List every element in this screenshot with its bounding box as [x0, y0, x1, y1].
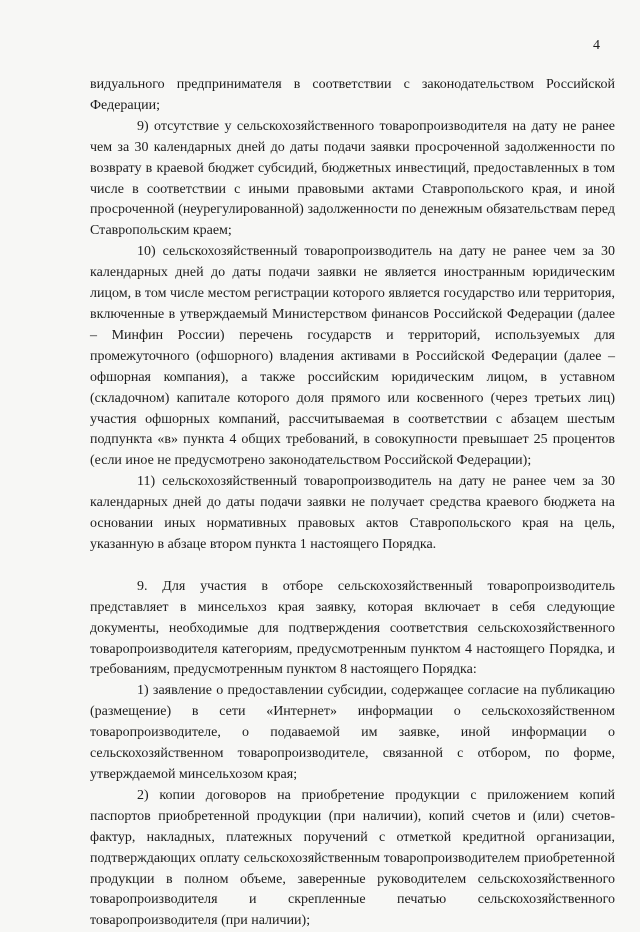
- page-number: 4: [593, 38, 600, 53]
- paragraph-subitem-2: 2) копии договоров на приобретение продукции с приложением копий паспортов приобретенной продукции (при наличии), копий счетов и (или) счетов-фактур, накладных, платежных поручений с отметкой кредитной организации, подтверждающих оплату сельскохозяйственным товаропроизводителем приобретенной продукции в полном объеме, заверенные руководителем сельскохозяйственного товаропроизводителя и скрепленные печатью сельскохозяйственного товаропроизводителя (при наличии);: [90, 787, 615, 929]
- paragraph-item-9: 9) отсутствие у сельскохозяйственного товаропроизводителя на дату не ранее чем за 30 календарных дней до даты подачи заявки просроченной задолженности по возврату в краевой бюджет субсидий, бюджетных инвестиций, предоставленных в том числе в соответствии с иными правовыми актами Ставропольского края, и иной просроченной (неурегулированной) задолженности по денежным обязательствам перед Ставропольским краем;: [90, 118, 615, 239]
- document-body: [90, 75, 615, 932]
- section-spacer: [90, 556, 615, 577]
- paragraph-item-10: 10) сельскохозяйственный товаропроизводитель на дату не ранее чем за 30 календарных дней до даты подачи заявки не является иностранным юридическим лицом, в том числе местом регистрации которого является государство или территория, включенные в утверждаемый Министерством финансов Российской Федерации (далее – Минфин России) перечень государств и территорий, используемых для промежуточного (офшорного) владения активами в Российской Федерации (далее – офшорная компания), а также российским юридическим лицом, в уставном (складочном) капитале которого доля прямого или косвенного (через третьих лиц) участия офшорных компаний, рассчитываемая в соответствии с абзацем шестым подпункта «в» пункта 4 общих требований, в совокупности превышает 25 процентов (если иное не предусмотрено законодательством Российской Федерации);: [90, 244, 615, 469]
- paragraph-item-11: 11) сельскохозяйственный товаропроизводитель на дату не ранее чем за 30 календарных дней до даты подачи заявки не получает средства краевого бюджета на основании иных нормативных правовых актов Ставропольского края на цель, указанную в абзаце втором пункта 1 настоящего Порядка.: [90, 474, 615, 552]
- paragraph-section-9: 9. Для участия в отборе сельскохозяйственный товаропроизводитель представляет в минсельхоз края заявку, которая включает в себя следующие документы, необходимые для подтверждения соответствия сельскохозяйственного товаропроизводителя категориям, предусмотренным пунктом 4 настоящего Порядка, и требованиям, предусмотренным пунктом 8 настоящего Порядка:: [90, 578, 615, 678]
- paragraph-continuation: видуального предпринимателя в соответствии с законодательством Российской Федерации;: [90, 77, 615, 113]
- paragraph-subitem-1: 1) заявление о предоставлении субсидии, содержащее согласие на публикацию (размещение) в сети «Интернет» информации о сельскохозяйственном товаропроизводителе, о подаваемой им заявке, иной информации о сельскохозяйственном товаропроизводителе, связанной с отбором, по форме, утверждаемой минсельхозом края;: [90, 683, 615, 782]
